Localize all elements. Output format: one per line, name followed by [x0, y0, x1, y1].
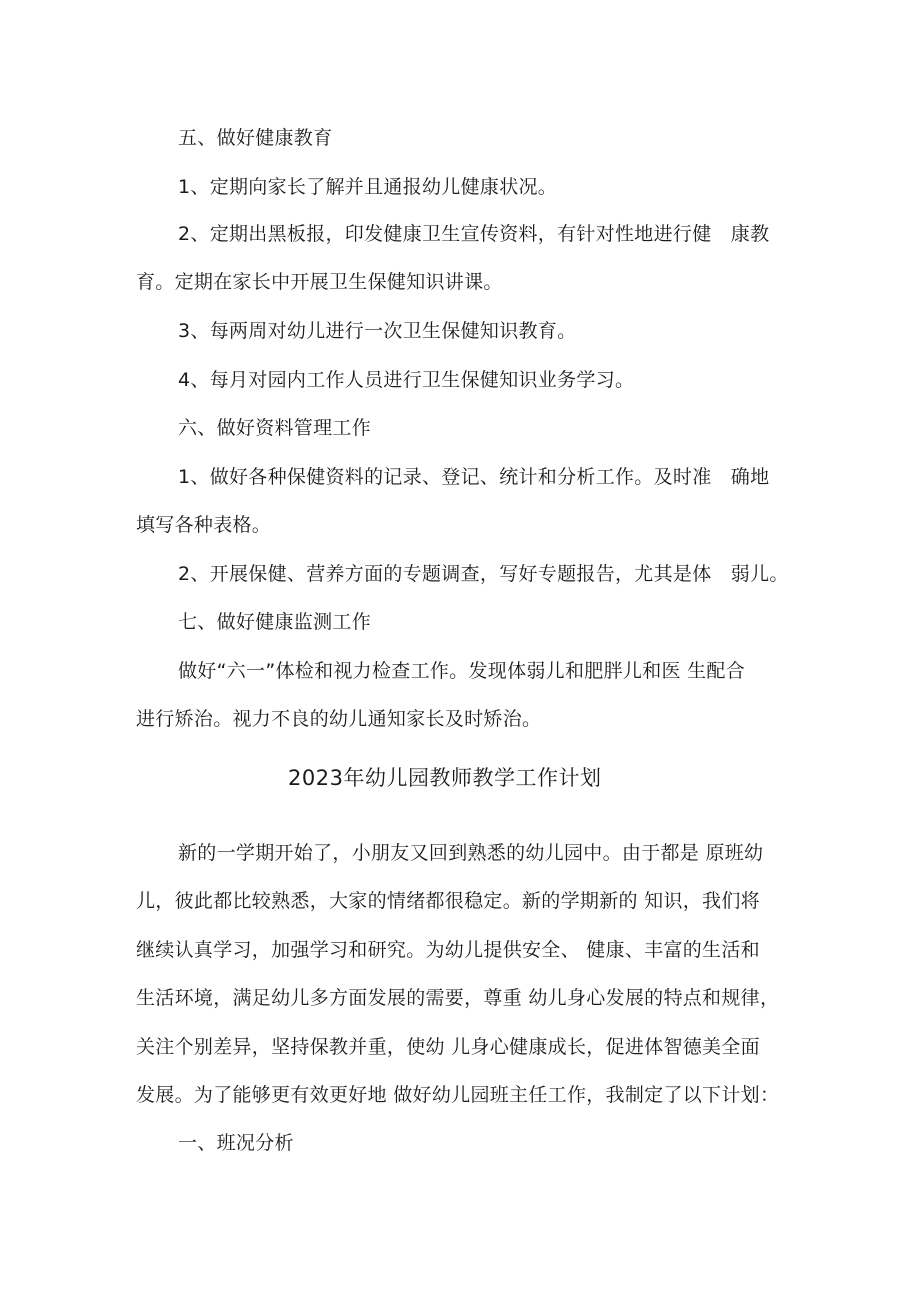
list-item: 1、做好各种保健资料的记录、登记、统计和分析工作。及时准 确地: [178, 466, 770, 488]
paragraph-line: 新的一学期开始了，小朋友又回到熟悉的幼儿园中。由于都是 原班幼: [178, 842, 764, 864]
paragraph-line: 生活环境，满足幼儿多方面发展的需要，尊重 幼儿身心发展的特点和规律，: [136, 987, 780, 1009]
paragraph-line: 发展。为了能够更有效更好地 做好幼儿园班主任工作，我制定了以下计划：: [136, 1084, 780, 1106]
paragraph-line: 进行矫治。视力不良的幼儿通知家长及时矫治。: [136, 708, 542, 730]
list-item-continuation: 育。定期在家长中开展卫生保健知识讲课。: [136, 271, 503, 293]
list-item: 4、每月对园内工作人员进行卫生保健知识业务学习。: [178, 369, 635, 391]
list-item-continuation: 填写各种表格。: [136, 514, 272, 536]
paragraph-line: 关注个别差异，坚持保教并重，使幼 儿身心健康成长，促进体智德美全面: [136, 1036, 760, 1058]
list-item: 1、定期向家长了解并且通报幼儿健康状况。: [178, 176, 558, 198]
section-heading-class-analysis: 一、班况分析: [178, 1132, 294, 1154]
section-heading-health-education: 五、做好健康教育: [178, 127, 333, 149]
section-heading-health-monitoring: 七、做好健康监测工作: [178, 611, 372, 633]
section-heading-records-management: 六、做好资料管理工作: [178, 417, 372, 439]
list-item: 2、定期出黑板报，印发健康卫生宣传资料，有针对性地进行健 康教: [178, 223, 770, 245]
paragraph-line: 做好“六一”体检和视力检查工作。发现体弱儿和肥胖儿和医 生配合: [178, 660, 746, 682]
list-item: 3、每两周对幼儿进行一次卫生保健知识教育。: [178, 320, 577, 342]
paragraph-line: 继续认真学习，加强学习和研究。为幼儿提供安全、 健康、丰富的生活和: [136, 939, 760, 961]
list-item: 2、开展保健、营养方面的专题调查，写好专题报告，尤其是体 弱儿。: [178, 563, 789, 585]
paragraph-line: 儿，彼此都比较熟悉，大家的情绪都很稳定。新的学期新的 知识，我们将: [136, 890, 760, 912]
page-title: 2023年幼儿园教师教学工作计划: [288, 766, 602, 790]
